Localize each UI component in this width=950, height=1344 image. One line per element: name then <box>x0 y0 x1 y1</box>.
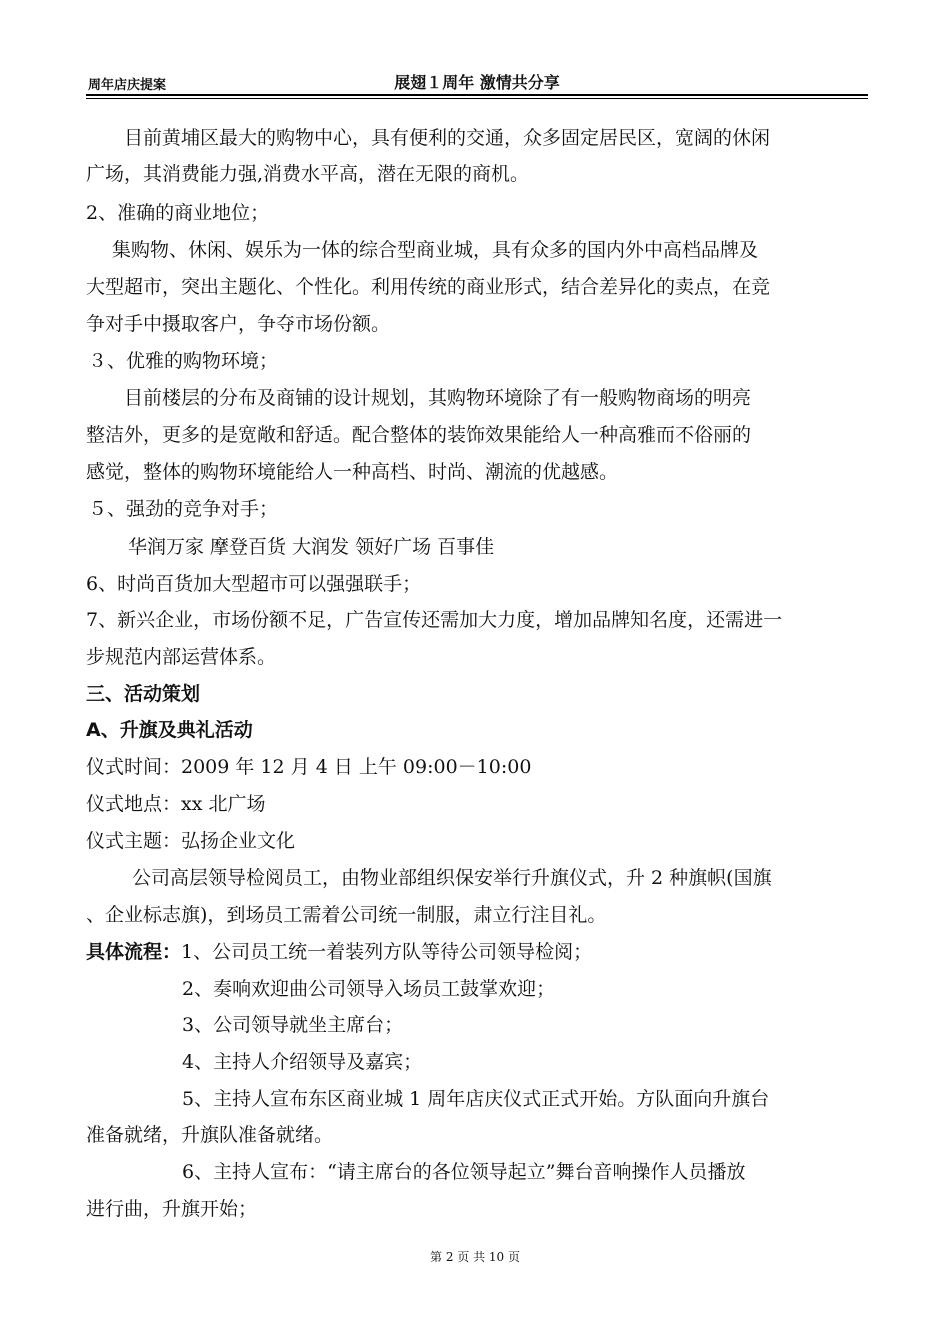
flow-step: 2、奏响欢迎曲公司领导入场员工鼓掌欢迎； <box>182 978 556 1000</box>
flow-step: 6、主持人宣布：“请主席台的各位领导起立”舞台音响操作人员播放 <box>182 1161 746 1183</box>
list-heading: ３、优雅的购物环境； <box>88 350 279 372</box>
header-left-title: 周年店庆提案 <box>88 78 167 93</box>
paragraph-line: 、企业标志旗)，到场员工需着公司统一制服，肃立行注目礼。 <box>86 904 607 926</box>
paragraph-line: 目前黄埔区最大的购物中心，具有便利的交通，众多固定居民区，宽阔的休闲 <box>124 127 771 149</box>
flow-step-continued: 进行曲，升旗开始； <box>86 1198 258 1220</box>
paragraph-line: 目前楼层的分布及商铺的设计规划，其购物环境除了有一般购物商场的明亮 <box>124 387 752 409</box>
flow-label: 具体流程： <box>86 941 182 963</box>
flow-step-continued: 准备就绪，升旗队准备就绪。 <box>86 1124 334 1146</box>
flow-step: 5、主持人宣布东区商业城 1 周年店庆仪式正式开始。方队面向升旗台 <box>182 1088 770 1110</box>
flow-first-line <box>86 940 592 964</box>
header-rule-thin <box>86 98 868 99</box>
subsection-heading: A、升旗及典礼活动 <box>86 719 253 741</box>
page-footer: 第 2 页 共 10 页 <box>430 1250 520 1264</box>
paragraph-line: 7、新兴企业，市场份额不足，广告宣传还需加大力度，增加品牌知名度，还需进一 <box>86 609 783 631</box>
paragraph-line: 公司高层领导检阅员工，由物业部组织保安举行升旗仪式，升 2 种旗帜(国旗 <box>132 867 772 889</box>
list-heading: 6、时尚百货加大型超市可以强强联手； <box>86 573 422 595</box>
competitor-list: 华润万家 摩登百货 大润发 领好广场 百事佳 <box>128 536 495 558</box>
flow-step: 3、公司领导就坐主席台； <box>182 1014 404 1036</box>
paragraph-line: 广场，其消费能力强,消费水平高，潜在无限的商机。 <box>86 163 530 185</box>
header-rule-thick <box>86 94 868 96</box>
paragraph-line: 感觉，整体的购物环境能给人一种高档、时尚、潮流的优越感。 <box>86 461 619 483</box>
flow-step: 4、主持人介绍领导及嘉宾； <box>182 1051 423 1073</box>
paragraph-line: 大型超市，突出主题化、个性化。利用传统的商业形式，结合差异化的卖点，在竞 <box>86 276 771 298</box>
flow-step: 1、公司员工统一着装列方队等待公司领导检阅； <box>181 941 593 963</box>
ceremony-place: 仪式地点：xx 北广场 <box>86 793 266 815</box>
section-heading: 三、活动策划 <box>86 683 201 705</box>
paragraph-line: 争对手中摄取客户，争夺市场份额。 <box>86 313 391 335</box>
paragraph-line: 集购物、休闲、娱乐为一体的综合型商业城，具有众多的国内外中高档品牌及 <box>112 239 759 261</box>
page-header <box>86 66 868 94</box>
paragraph-line: 整洁外，更多的是宽敞和舒适。配合整体的装饰效果能给人一种高雅而不俗丽的 <box>86 424 752 446</box>
header-center-title: 展翅１周年 激情共分享 <box>394 73 560 92</box>
list-heading: 2、准确的商业地位； <box>86 202 270 224</box>
paragraph-line: 步规范内部运营体系。 <box>86 646 277 668</box>
ceremony-time: 仪式时间：2009 年 12 月 4 日 上午 09:00－10:00 <box>86 756 532 778</box>
list-heading: ５、强劲的竞争对手； <box>88 498 279 520</box>
ceremony-theme: 仪式主题：弘扬企业文化 <box>86 830 296 852</box>
